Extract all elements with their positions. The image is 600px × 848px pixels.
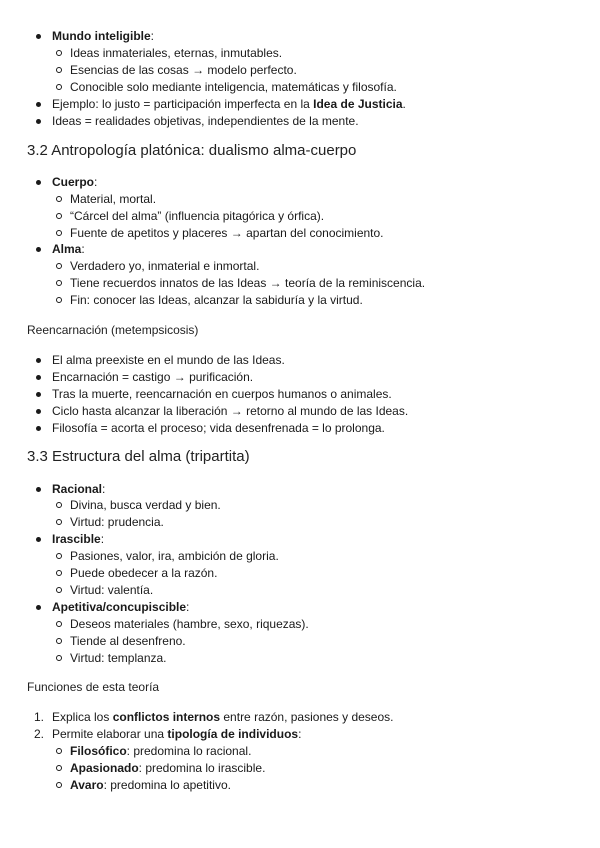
list-item-ejemplo bbox=[52, 96, 406, 112]
list-item bbox=[52, 403, 408, 419]
item-text: Virtud: prudencia. bbox=[70, 515, 164, 529]
list-item-alma bbox=[52, 241, 85, 257]
item-text: : bbox=[100, 532, 105, 546]
item-text: Pasiones, valor, ira, ambición de gloria. bbox=[70, 549, 279, 563]
list-subitem bbox=[70, 565, 217, 581]
item-text: Deseos materiales (hambre, sexo, riquezas). bbox=[70, 617, 309, 631]
bullet-circle-icon bbox=[56, 263, 62, 269]
list-subitem bbox=[70, 650, 167, 666]
bullet-circle-icon bbox=[56, 655, 62, 661]
bullet-disc-icon bbox=[36, 34, 41, 39]
item-text: : predomina lo apetitivo. bbox=[103, 778, 231, 792]
item-text: : bbox=[186, 600, 190, 614]
item-bold: Filosófico bbox=[70, 744, 127, 758]
list-subitem bbox=[70, 45, 282, 61]
list-item-apetitiva bbox=[52, 599, 189, 615]
bullet-disc-icon bbox=[36, 375, 41, 380]
bullet-circle-icon bbox=[56, 587, 62, 593]
bullet-circle-icon bbox=[56, 621, 62, 627]
item-text: Material, mortal. bbox=[70, 192, 157, 206]
bullet-disc-icon bbox=[36, 409, 41, 414]
list-item bbox=[52, 420, 385, 436]
bullet-disc-icon bbox=[36, 180, 41, 185]
item-text: Ideas inmateriales, eternas, inmutables. bbox=[70, 46, 283, 60]
bullet-circle-icon bbox=[56, 213, 62, 219]
item-text: : bbox=[94, 175, 98, 189]
list-subitem bbox=[70, 497, 221, 513]
item-bold: Irascible bbox=[52, 532, 101, 546]
item-bold: Apetitiva/concupiscible bbox=[52, 600, 187, 614]
list-subitem bbox=[70, 514, 164, 530]
item-text: Ejemplo: lo justo = participación imperfecta en la bbox=[52, 97, 314, 111]
bullet-circle-icon bbox=[56, 570, 62, 576]
item-bold: Alma bbox=[52, 242, 82, 256]
bullet-circle-icon bbox=[56, 502, 62, 508]
list-subitem bbox=[70, 548, 279, 564]
list-subitem bbox=[70, 79, 397, 95]
item-text: Ciclo hasta alcanzar la liberación → retorno al mundo de las Ideas. bbox=[52, 404, 409, 418]
bullet-disc-icon bbox=[36, 537, 41, 542]
list-item bbox=[52, 352, 285, 368]
item-text: . bbox=[402, 97, 406, 111]
item-bold: Idea de Justicia bbox=[313, 97, 403, 111]
bullet-circle-icon bbox=[56, 230, 62, 236]
bullet-disc-icon bbox=[36, 119, 41, 124]
item-bold: Cuerpo bbox=[52, 175, 94, 189]
item-text: : predomina lo irascible. bbox=[138, 761, 266, 775]
bullet-circle-icon bbox=[56, 84, 62, 90]
bullet-disc-icon bbox=[36, 392, 41, 397]
section-heading-3-3: 3.3 Estructura del alma (tripartita) bbox=[27, 448, 250, 465]
bullet-circle-icon bbox=[56, 748, 62, 754]
bullet-circle-icon bbox=[56, 67, 62, 73]
item-text: Explica los bbox=[52, 710, 113, 724]
bullet-circle-icon bbox=[56, 782, 62, 788]
item-text: Filosofía = acorta el proceso; vida desenfrenada = lo prolonga. bbox=[52, 421, 385, 435]
item-text: Encarnación = castigo → purificación. bbox=[52, 370, 254, 384]
list-subitem bbox=[70, 62, 297, 78]
list-subitem bbox=[70, 616, 309, 632]
section-heading-3-2: 3.2 Antropología platónica: dualismo alma-cuerpo bbox=[27, 142, 357, 159]
list-subitem bbox=[70, 258, 259, 274]
item-text: : predomina lo racional. bbox=[126, 744, 252, 758]
subheading-funciones: Funciones de esta teoría bbox=[27, 680, 160, 694]
item-text: Divina, busca verdad y bien. bbox=[70, 498, 221, 512]
list-subitem bbox=[70, 191, 156, 207]
item-number: 2. bbox=[34, 727, 45, 741]
bullet-circle-icon bbox=[56, 765, 62, 771]
bullet-circle-icon bbox=[56, 297, 62, 303]
bullet-circle-icon bbox=[56, 638, 62, 644]
bullet-circle-icon bbox=[56, 196, 62, 202]
list-item-ideas bbox=[52, 113, 359, 129]
item-text: : bbox=[81, 242, 85, 256]
item-text: entre razón, pasiones y deseos. bbox=[220, 710, 394, 724]
list-item-cuerpo bbox=[52, 174, 97, 190]
bullet-circle-icon bbox=[56, 519, 62, 525]
list-subitem bbox=[70, 760, 265, 776]
bullet-circle-icon bbox=[56, 280, 62, 286]
list-subitem bbox=[70, 208, 324, 224]
item-text: Virtud: valentía. bbox=[70, 583, 154, 597]
item-bold: conflictos internos bbox=[112, 710, 221, 724]
item-text: : bbox=[102, 482, 106, 496]
item-text: : bbox=[298, 727, 302, 741]
ordered-item-1 bbox=[34, 709, 394, 725]
bullet-disc-icon bbox=[36, 358, 41, 363]
list-subitem bbox=[70, 292, 363, 308]
item-bold: Apasionado bbox=[70, 761, 139, 775]
item-text: Ideas = realidades objetivas, independientes de la mente. bbox=[52, 114, 359, 128]
item-text: Puede obedecer a la razón. bbox=[70, 566, 218, 580]
bullet-disc-icon bbox=[36, 102, 41, 107]
list-item-racional bbox=[52, 481, 105, 497]
item-text: Verdadero yo, inmaterial e inmortal. bbox=[70, 259, 260, 273]
list-item bbox=[52, 386, 392, 402]
list-subitem bbox=[70, 582, 153, 598]
list-item bbox=[52, 369, 253, 385]
list-subitem bbox=[70, 225, 384, 241]
item-text: Esencias de las cosas → modelo perfecto. bbox=[70, 63, 297, 77]
item-bold: Mundo inteligible bbox=[52, 29, 151, 43]
bullet-disc-icon bbox=[36, 487, 41, 492]
item-text: Virtud: templanza. bbox=[70, 651, 167, 665]
list-item-mundo-inteligible bbox=[52, 28, 154, 44]
item-number: 1. bbox=[34, 710, 45, 724]
item-text: : bbox=[150, 29, 154, 43]
item-text: Fin: conocer las Ideas, alcanzar la sabiduría y la virtud. bbox=[70, 293, 363, 307]
item-text: Tiende al desenfreno. bbox=[70, 634, 186, 648]
item-text: Fuente de apetitos y placeres → apartan del conocimiento. bbox=[70, 226, 384, 240]
list-subitem bbox=[70, 275, 425, 291]
list-item-irascible bbox=[52, 531, 104, 547]
list-subitem bbox=[70, 743, 251, 759]
list-subitem bbox=[70, 777, 231, 793]
bullet-disc-icon bbox=[36, 426, 41, 431]
item-bold: Racional bbox=[52, 482, 103, 496]
item-text: Tiene recuerdos innatos de las Ideas → teoría de la reminiscencia. bbox=[70, 276, 426, 290]
item-text: El alma preexiste en el mundo de las Ideas. bbox=[52, 353, 285, 367]
bullet-disc-icon bbox=[36, 605, 41, 610]
bullet-circle-icon bbox=[56, 50, 62, 56]
item-bold: tipología de individuos bbox=[167, 727, 299, 741]
item-text: Conocible solo mediante inteligencia, matemáticas y filosofía. bbox=[70, 80, 397, 94]
item-bold: Avaro bbox=[70, 778, 104, 792]
list-subitem bbox=[70, 633, 186, 649]
bullet-circle-icon bbox=[56, 553, 62, 559]
item-text: Tras la muerte, reencarnación en cuerpos humanos o animales. bbox=[52, 387, 392, 401]
item-text: “Cárcel del alma” (influencia pitagórica y órfica). bbox=[70, 209, 325, 223]
subheading-reencarnacion: Reencarnación (metempsicosis) bbox=[27, 323, 199, 337]
bullet-disc-icon bbox=[36, 247, 41, 252]
item-text: Permite elaborar una bbox=[52, 727, 168, 741]
ordered-item-2 bbox=[34, 726, 302, 742]
